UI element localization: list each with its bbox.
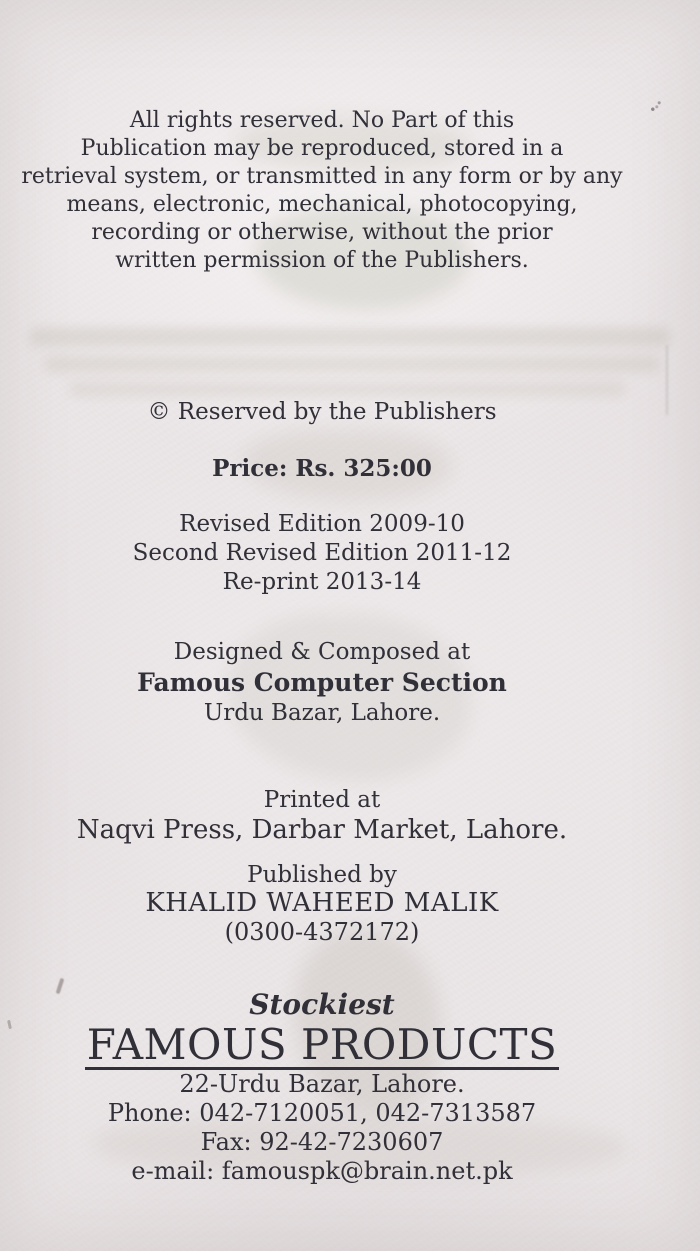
publishing-heading: Published by xyxy=(247,862,397,888)
scan-crease xyxy=(666,345,668,415)
publisher-phone: (0300-4372172) xyxy=(224,918,420,946)
composition-section xyxy=(0,637,644,729)
publisher-name: KHALID WAHEED MALIK xyxy=(145,888,499,918)
composition-heading: Designed & Composed at xyxy=(173,639,471,665)
edition-line: Second Revised Edition 2011-12 xyxy=(132,540,512,566)
printing-section xyxy=(0,786,644,846)
bleed-through-ghost xyxy=(45,356,660,372)
edition-line: Revised Edition 2009-10 xyxy=(179,511,465,537)
stockist-heading: Stockiest xyxy=(249,988,395,1021)
publishing-section xyxy=(0,861,644,947)
pen-speck xyxy=(648,98,664,114)
stockist-address: 22-Urdu Bazar, Lahore. xyxy=(179,1070,465,1098)
copyright-notice-line: Publication may be reproduced, stored in a xyxy=(80,136,564,161)
printing-name: Naqvi Press, Darbar Market, Lahore. xyxy=(76,815,568,845)
copyright-notice-line: All rights reserved. No Part of this xyxy=(129,108,515,133)
copyright-notice-line: recording or otherwise, without the prior xyxy=(91,220,553,245)
stockist-phone: Phone: 042-7120051, 042-7313587 xyxy=(107,1099,537,1127)
stockist-contact xyxy=(0,1070,644,1186)
copyright-notice xyxy=(0,107,644,275)
edition-line: Re-print 2013-14 xyxy=(222,569,422,595)
copyright-notice-line: written permission of the Publishers. xyxy=(115,248,529,273)
printing-heading: Printed at xyxy=(263,787,381,813)
edition-history xyxy=(0,510,644,597)
reserved-by-publishers-line: © Reserved by the Publishers xyxy=(147,399,497,425)
stockist-name xyxy=(0,1020,644,1070)
copyright-notice-line: means, electronic, mechanical, photocopying, xyxy=(66,192,578,217)
price-line: Price: Rs. 325:00 xyxy=(212,455,432,482)
composition-address: Urdu Bazar, Lahore. xyxy=(203,700,441,726)
stockist-fax: Fax: 92-42-7230607 xyxy=(200,1128,444,1156)
composition-name: Famous Computer Section xyxy=(137,668,507,697)
stockist-email: e-mail: famouspk@brain.net.pk xyxy=(131,1157,513,1185)
bleed-through-ghost xyxy=(30,328,670,346)
bleed-through-ghost xyxy=(70,382,625,396)
copyright-notice-line: retrieval system, or transmitted in any form or by any xyxy=(21,164,623,189)
stockist-name-text: FAMOUS PRODUCTS xyxy=(86,1020,558,1069)
